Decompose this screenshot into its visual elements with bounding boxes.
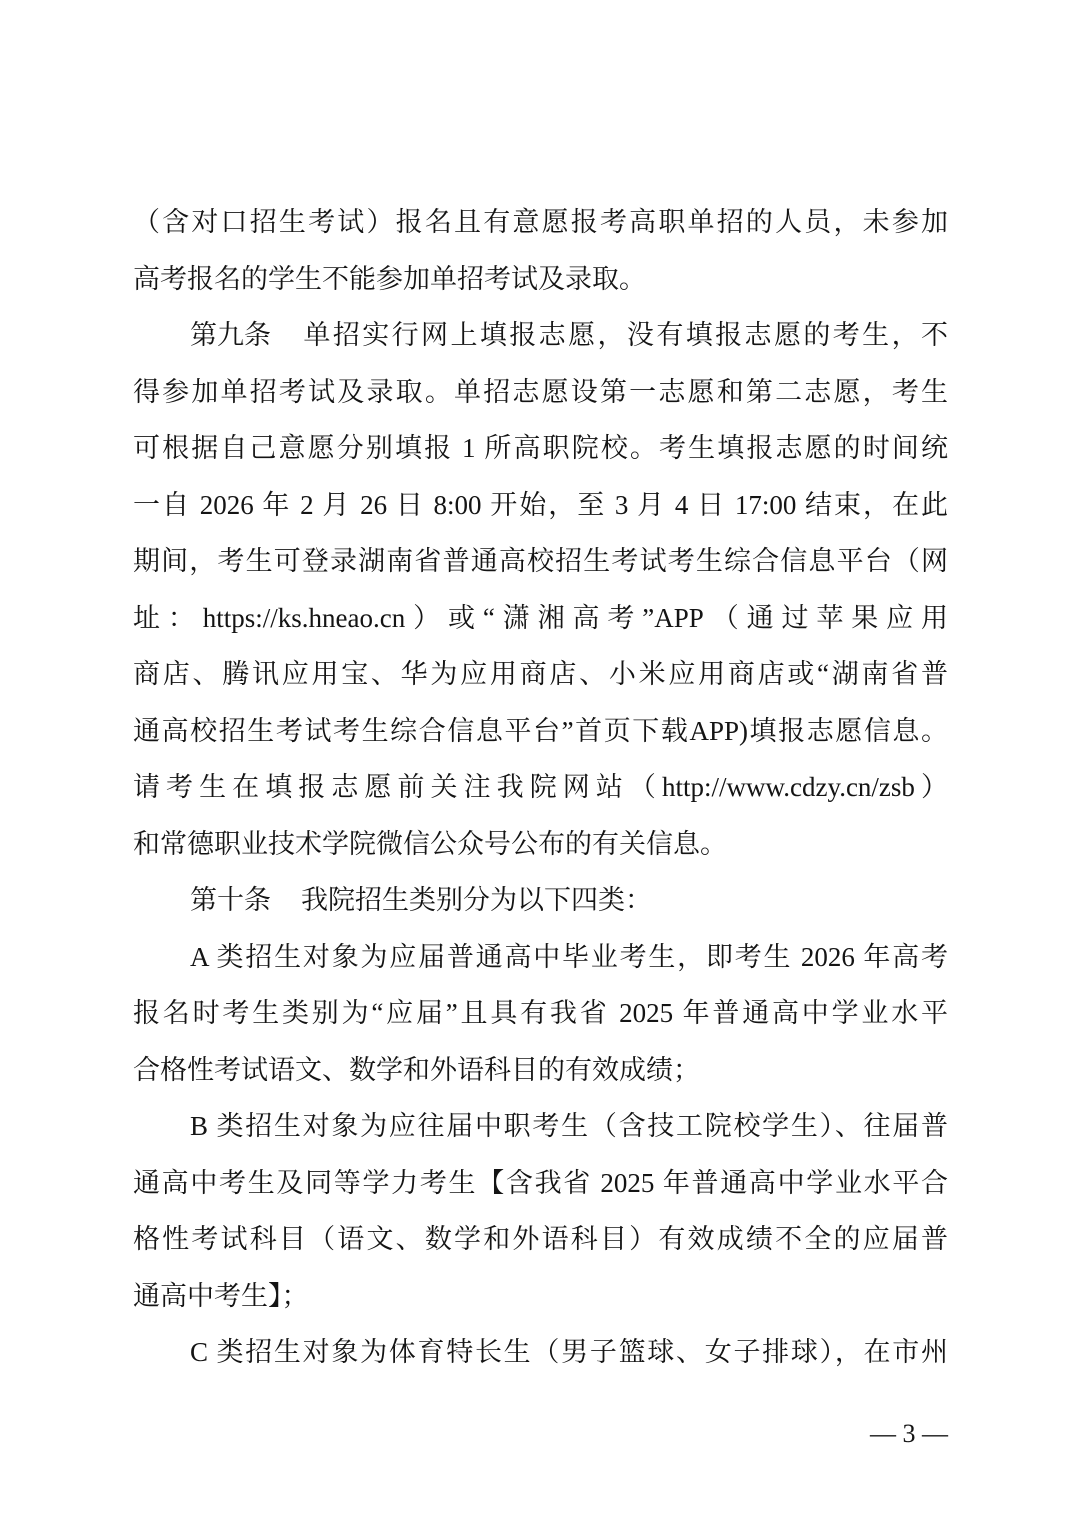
article-10-intro: 我院招生类别分为以下四类： <box>301 885 652 915</box>
paragraph-line: 一自 2026 年 2 月 26 日 8:00 开始，至 3 月 4 日 17:00 结束，在此 <box>133 489 948 520</box>
paragraph-line: 得参加单招考试及录取。单招志愿设第一志愿和第二志愿，考生 <box>133 376 948 407</box>
category-b-line: 通高中考生】； <box>133 1280 309 1311</box>
category-a-line: 合格性考试语文、数学和外语科目的有效成绩； <box>133 1054 700 1085</box>
paragraph-line: 高考报名的学生不能参加单招考试及录取。 <box>133 263 646 294</box>
category-a-line: A 类招生对象为应届普通高中毕业考生，即考生 2026 年高考 <box>190 941 948 972</box>
category-b-line: B 类招生对象为应往届中职考生（含技工院校学生）、往届普 <box>190 1111 948 1141</box>
article-10-first-line <box>190 872 948 928</box>
category-b-line: 格性考试科目（语文、数学和外语科目）有效成绩不全的应届普 <box>133 1224 948 1254</box>
paragraph-line: 商店、腾讯应用宝、华为应用商店、小米应用商店或“湖南省普 <box>133 659 948 689</box>
article-9-first-line <box>190 307 948 363</box>
paragraph-line: 可根据自己意愿分别填报 1 所高职院校。考生填报志愿的时间统 <box>133 433 948 463</box>
category-a-line: 报名时考生类别为“应届”且具有我省 2025 年普通高中学业水平 <box>133 998 948 1028</box>
paragraph-line: （含对口招生考试）报名且有意愿报考高职单招的人员，未参加 <box>133 207 948 237</box>
article-9-label: 第九条 <box>190 320 271 350</box>
category-b-line: 通高中考生及同等学力考生【含我省 2025 年普通高中学业水平合 <box>133 1167 948 1198</box>
paragraph-line: 请考生在填报志愿前关注我院网站（http://www.cdzy.cn/zsb） <box>133 772 948 802</box>
article-9-text: 单招实行网上填报志愿，没有填报志愿的考生，不 <box>301 320 948 350</box>
paragraph-line: 通高校招生考试考生综合信息平台”首页下载APP)填报志愿信息。 <box>133 715 948 746</box>
page-number: — 3 — <box>870 1419 948 1448</box>
category-c-line: C 类招生对象为体育特长生（男子篮球、女子排球），在市州 <box>190 1337 948 1367</box>
article-10-label: 第十条 <box>190 885 271 915</box>
paragraph-line: 期间，考生可登录湖南省普通高校招生考试考生综合信息平台（网 <box>133 546 948 576</box>
paragraph-line: 址：https://ks.hneao.cn）或“潇湘高考”APP（通过苹果应用 <box>133 602 948 633</box>
paragraph-line: 和常德职业技术学院微信公众号公布的有关信息。 <box>133 828 727 859</box>
